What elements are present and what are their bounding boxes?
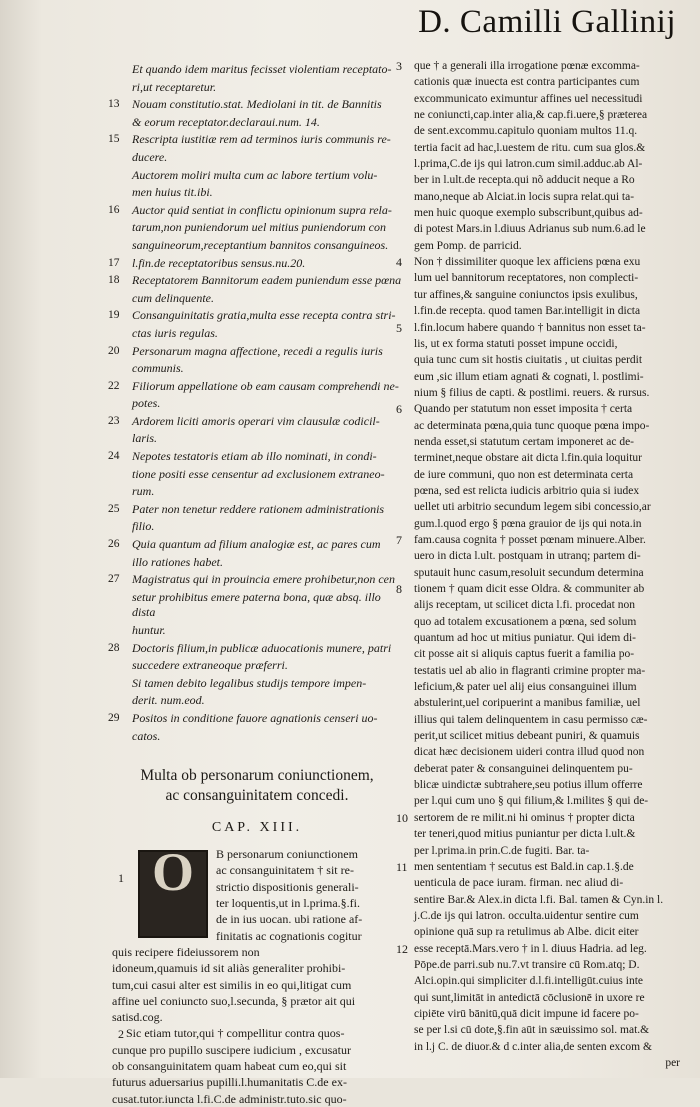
body-line xyxy=(414,123,680,139)
body-line-text: dicat hæc decisionem uideri contra illud quod non xyxy=(414,746,645,759)
margin-number: 6 xyxy=(396,402,402,417)
body-line-text: Alci.opin.qui simpliciter d.l.fi.intelligūt.cuius inte xyxy=(414,975,644,988)
body-line-text: quantum ad hoc ut mitius puniatur. Qui idem di- xyxy=(414,632,636,645)
index-text: men huius tit.ibi. xyxy=(132,185,213,200)
index-line xyxy=(112,62,402,78)
body-line-text: gum.l.quod ergo § pœna grauior de ijs qui nota.in xyxy=(414,517,642,530)
body-line: cusat.tutor.iuncta l.fi.C.de administr.tuto.sic quo- xyxy=(112,1091,347,1106)
index-text: Ardorem liciti amoris operari vim clausulæ codicil- xyxy=(132,413,380,428)
body-line-text: sertorem de re milit.ni hi ominus † propter dicta xyxy=(414,811,635,824)
body-line: Sic etiam tutor,qui † compellitur contra quos- xyxy=(126,1026,345,1041)
body-line-text: lum uel bannitorum receptatores, non complecti- xyxy=(414,272,639,285)
body-line-text: sentire Bar.& Alex.in dicta l.fi. Bal. tamen & Cyn.in l. xyxy=(414,893,664,906)
body-line xyxy=(414,1039,680,1055)
chapter-heading-line-1: Multa ob personarum coniunctionem, xyxy=(140,767,374,785)
body-line xyxy=(396,401,680,417)
body-line xyxy=(396,581,680,597)
index-text: cum delinquente. xyxy=(132,290,214,305)
body-line: finitatis ac cognationis cogitur xyxy=(216,928,362,943)
left-body-text xyxy=(112,842,402,1107)
body-line xyxy=(414,826,680,842)
index-text: Quia quantum ad filium analogiæ est, ac pares cum xyxy=(132,537,381,552)
body-line-text: in l.j C. de diuor.& d c.inter alia,de senten excom & xyxy=(414,1040,652,1053)
body-line xyxy=(414,499,680,515)
index-text: Consanguinitatis gratia,multa esse recepta contra stri- xyxy=(132,308,396,323)
body-line-text: ac determinata pœna,quia tunc quoque pœna impo- xyxy=(414,419,650,432)
index-text: tarum,non puniendorum uel mitius puniendorum con xyxy=(132,220,386,235)
body-line-text: ber in l.ult.de recepta.qui nõ adducit neque a Ro xyxy=(414,174,635,187)
index-line xyxy=(112,185,402,201)
index-line xyxy=(112,220,402,236)
body-line-text: abstulerint,uel coripuerint a manibus familiæ, uel xyxy=(414,697,641,710)
body-line: affine uel coniuncto suo,l.secunda, § prætor ait qui xyxy=(112,993,356,1008)
index-line xyxy=(112,467,402,483)
body-line-text: que † a generali illa irrogatione pœnæ excomma- xyxy=(414,60,640,72)
body-line xyxy=(396,58,680,74)
body-line xyxy=(414,1055,680,1071)
index-line xyxy=(108,273,402,289)
index-number: 22 xyxy=(108,379,120,392)
running-head: D. Camilli Gallinij xyxy=(418,4,676,40)
index-line xyxy=(112,519,402,535)
index-line xyxy=(108,255,402,272)
index-text: ducere. xyxy=(132,149,168,164)
index-line xyxy=(112,238,402,254)
body-line-text: excommunicato eximuntur affines uel necessitudi xyxy=(414,92,643,105)
body-line xyxy=(396,941,680,957)
body-line-text: uenticula de pace iuram. firman. nec aliud di- xyxy=(414,877,624,890)
margin-number: 3 xyxy=(396,59,402,73)
body-line xyxy=(414,483,680,499)
body-line-text: tur affines,& sanguine coniunctos ipsis exulibus, xyxy=(414,288,638,301)
body-line xyxy=(414,172,680,188)
index-text: setur prohibitus emere paterna bona, quæ absq. illo dista xyxy=(132,589,381,620)
body-line xyxy=(414,434,680,450)
body-line xyxy=(414,270,680,286)
index-text: Nouam constitutio.stat. Mediolani in tit. de Bannitis xyxy=(132,97,382,112)
index-number: 17 xyxy=(108,256,120,269)
body-line-text: eum ,sic illum etiam agnati & cognati, l. postlimi- xyxy=(414,370,644,383)
body-line-text: ter teneri,quod mitius puniantur per dicta l.ult.& xyxy=(414,828,636,841)
body-line xyxy=(414,663,680,679)
body-line xyxy=(414,418,680,434)
body-line-text: se per l.si cū dote,§.fin aūt in sæuissimo sol. mat.& xyxy=(414,1024,650,1037)
body-line xyxy=(414,761,680,777)
index-number: 16 xyxy=(108,203,120,216)
body-line-text: lis, ut ex forma statuti posset impune occidi, xyxy=(414,337,618,350)
body-line xyxy=(414,548,680,564)
body-line xyxy=(414,924,680,940)
body-line xyxy=(414,450,680,466)
body-line-text: deberat pater & consanguinei delinquentem pu- xyxy=(414,762,633,775)
index-line xyxy=(112,484,402,500)
index-line xyxy=(112,555,402,571)
chapter-heading-line-2: ac consanguinitatem concedi. xyxy=(165,787,349,805)
body-line xyxy=(414,303,680,319)
body-line xyxy=(414,467,680,483)
index-text: filio. xyxy=(132,519,155,534)
index-line xyxy=(108,202,402,219)
index-text: sanguineorum,receptantium bannitos consanguineos. xyxy=(132,237,389,252)
body-line xyxy=(414,189,680,205)
body-line xyxy=(414,205,680,221)
body-line xyxy=(414,908,680,924)
left-column xyxy=(108,62,402,1107)
body-line xyxy=(414,892,680,908)
drop-cap-initial xyxy=(138,842,208,938)
body-line xyxy=(396,810,680,826)
body-line-text: nium § filius de capti. & postlimi. reuers. & rursus. xyxy=(414,386,650,399)
body-line-text: cationis quæ inuecta est contra participantes cum xyxy=(414,76,640,89)
body-line-text: quo ad totalem excusationem a pœna, sed solum xyxy=(414,615,637,628)
body-line xyxy=(414,695,680,711)
margin-number: 1 xyxy=(118,871,124,886)
index-text: laris. xyxy=(132,431,158,446)
index-text: ctas iuris regulas. xyxy=(132,325,218,340)
body-line xyxy=(414,630,680,646)
body-line-text: gem Pomp. de parricid. xyxy=(414,239,522,252)
body-line-text: Quando per statutum non esset impositа † certa xyxy=(414,403,633,416)
margin-number: 11 xyxy=(396,859,408,874)
margin-number: 10 xyxy=(396,810,408,825)
body-line-text: leficium,& pater uel alij eius consanguinei illum xyxy=(414,681,637,694)
body-line: B personarum coniunctionem xyxy=(216,847,358,862)
body-line: futurus aduersarius pupilli.l.humanitatis C.de ex- xyxy=(112,1075,347,1090)
body-line-text: cipiēte virū bānitū,quā dicit impune id facere po- xyxy=(414,1007,639,1020)
body-line: ter loquentis,ut in l.prima.§.fi. xyxy=(216,896,360,911)
body-line xyxy=(396,859,680,875)
index-line xyxy=(112,326,402,342)
body-line: ob consanguinitatem quam habeat cum eo,qui sit xyxy=(112,1059,347,1074)
body-line-text: Non † dissimiliter quoque lex afficiens pœna exu xyxy=(414,256,641,269)
index-line xyxy=(112,729,402,745)
index-line xyxy=(112,291,402,307)
index-line xyxy=(108,97,402,113)
body-line: ac consanguinitatem † sit re- xyxy=(216,863,354,878)
body-line-text: men huic quoque exemplo subscribunt,quibus ad- xyxy=(414,207,643,220)
index-line xyxy=(112,396,402,412)
body-line xyxy=(414,156,680,172)
body-line xyxy=(396,320,680,336)
body-line-text: illius qui talem delinquentem in casu permisso cæ- xyxy=(414,713,648,726)
body-line-text: tionem † quam dicit esse Oldra. & communiter ab xyxy=(414,583,645,595)
body-line-text: fam.causa cognita † posset pœnam minuere.Alber. xyxy=(414,533,646,546)
index-number: 23 xyxy=(108,414,120,427)
right-column xyxy=(396,58,680,1071)
body-line xyxy=(414,336,680,352)
body-line-text: men sententiam † secutus est Bald.in cap.1.§.de xyxy=(414,860,634,873)
index-text: l.fin.de receptatoribus sensus.nu.20. xyxy=(132,255,306,270)
body-line xyxy=(414,74,680,90)
margin-number: 5 xyxy=(396,320,402,335)
index-line xyxy=(108,572,402,588)
body-line xyxy=(414,712,680,728)
margin-number: 2 xyxy=(118,1027,124,1042)
body-line-text: perit,ut scilicet mitius debeant puniri, & quamuis xyxy=(414,730,640,743)
index-text: huntur. xyxy=(132,623,166,637)
body-line-text: esse receptā.Mars.vero † in l. diuus Hadria. ad leg. xyxy=(414,942,647,955)
index-text: & eorum receptator.declaraui.num. 14. xyxy=(132,114,320,129)
index-text: communis. xyxy=(132,361,184,376)
body-line xyxy=(414,107,680,123)
index-text: Si tamen debito legalibus studijs tempore impen- xyxy=(132,675,367,690)
body-line: quis recipere fideiussorem non xyxy=(112,944,260,959)
index-line xyxy=(112,658,402,674)
right-body-lines xyxy=(396,58,680,1071)
index-text: Auctor quid sentiat in conflictu opinionum supra rela- xyxy=(132,202,392,217)
index-text: Doctoris filium,in publicæ aduocationis munere, patri xyxy=(132,640,392,655)
body-line-text: l.prima,C.de ijs qui latron.cum simil.adduc.ab Al- xyxy=(414,158,643,171)
body-line-text: sputauit hunc casum,resoluit secundum determina xyxy=(414,566,644,579)
body-line xyxy=(414,352,680,368)
index-text: Positos in conditione fauore agnationis censeri uo- xyxy=(132,710,378,725)
body-line xyxy=(414,565,680,581)
body-line-text: terminet,neque obstare ait dicta l.fin.quia loquitur xyxy=(414,452,643,465)
index-text: tione positi esse censentur ad exclusionem extraneo- xyxy=(132,466,385,481)
index-text: derit. num.eod. xyxy=(132,693,205,708)
margin-number: 4 xyxy=(396,255,402,270)
index-line xyxy=(108,343,402,360)
body-line xyxy=(414,843,680,859)
index-number: 24 xyxy=(108,450,120,463)
drop-cap-letter: O xyxy=(151,842,194,903)
index-text: rum. xyxy=(132,484,155,499)
body-line: idoneum,quamuis id sit aliàs generaliter prohibi- xyxy=(112,961,346,976)
body-line-text: tertia facit ad hac,l.uestem de ritu. cum sua glos.& xyxy=(414,141,646,154)
body-line xyxy=(414,287,680,303)
body-line xyxy=(414,614,680,630)
body-line-text: j.C.de ijs qui latron. occulta.uidentur sentire cum xyxy=(414,909,639,922)
index-line xyxy=(108,378,402,395)
index-line xyxy=(112,693,402,709)
body-line-text: per xyxy=(665,1056,680,1069)
index-line xyxy=(108,501,402,518)
index-text: Pater non tenetur reddere rationem administrationis xyxy=(132,501,385,516)
body-line-text: per l.prima.in prin.C.de fugiti. Bar. ta- xyxy=(414,844,590,857)
chapter-heading xyxy=(112,766,402,806)
body-line-text: cit posse ait si aliquis captus fuerit a familia po- xyxy=(414,648,635,661)
body-line xyxy=(414,728,680,744)
body-line: satisd.cog. xyxy=(112,1010,163,1025)
index-line xyxy=(112,590,402,621)
index-line xyxy=(112,623,402,639)
index-number: 13 xyxy=(108,98,120,111)
drop-cap-wrap xyxy=(138,842,208,938)
body-line xyxy=(414,91,680,107)
index-text: succedere extraneoque præferri. xyxy=(132,658,288,673)
index-number: 20 xyxy=(108,344,120,357)
index-line xyxy=(112,676,402,692)
index-text: Et quando idem maritus fecisset violentiam receptato- xyxy=(132,62,392,76)
index-line xyxy=(112,431,402,447)
index-line xyxy=(108,710,402,727)
index-text: illo rationes habet. xyxy=(132,554,223,569)
body-line xyxy=(414,744,680,760)
margin-number: 12 xyxy=(396,941,408,956)
body-line-text: qui sunt,limitāt in antedictā cōclusionē in uxore re xyxy=(414,991,645,1004)
index-text: Personarum magna affectione, recedi a regulis iuris xyxy=(132,343,383,358)
body-line-text: nenda esset,si statutum certam imponeret ac de- xyxy=(414,435,635,448)
body-line xyxy=(414,1006,680,1022)
body-line-text: opinione quā sup ra retulimus ab Albe. dicit eiter xyxy=(414,926,639,939)
body-line xyxy=(414,221,680,237)
body-line-text: per l.qui cum uno § qui filium,& l.milites § qui de- xyxy=(414,795,649,808)
body-line xyxy=(414,369,680,385)
index-line xyxy=(108,308,402,324)
body-line xyxy=(414,793,680,809)
index-line xyxy=(112,168,402,184)
body-line: strictio dispositionis generali- xyxy=(216,879,359,894)
body-line-text: de sent.excommu.capitulo quoniam multos 11.q. xyxy=(414,125,638,138)
margin-number: 8 xyxy=(396,582,402,596)
index-line xyxy=(108,449,402,465)
index-text: Auctorem moliri multa cum ac labore tertium volu- xyxy=(132,167,378,182)
index-line xyxy=(108,132,402,148)
body-line xyxy=(414,1022,680,1038)
body-line-text: quia tunc cum sit hostis ciuitatis , ut ciuitas perdit xyxy=(414,354,643,367)
index-line xyxy=(112,115,402,131)
index-number: 15 xyxy=(108,133,120,146)
index-number: 25 xyxy=(108,502,120,515)
index-number: 27 xyxy=(108,573,120,586)
body-line xyxy=(414,597,680,613)
index-text: Receptatorem Bannitorum eadem puniendum esse pœna xyxy=(132,273,402,288)
summary-index xyxy=(108,62,402,744)
index-line xyxy=(112,80,402,96)
index-text: potes. xyxy=(132,396,161,411)
body-line-text: blicæ uindictæ subtrahere,seu potius illum offerre xyxy=(414,779,643,792)
body-line-text: l.fin.de recepta. quod tamen Bar.intelligit in dicta xyxy=(414,305,641,318)
index-line xyxy=(112,150,402,166)
index-text: Magistratus qui in prouincia emere prohibetur,non cen xyxy=(132,572,395,587)
body-line-text: Pōpe.de parri.sub nu.7.vt transire cū Rom.atq; D. xyxy=(414,958,640,971)
body-line-text: l.fin.locum habere quando † bannitus non esset ta- xyxy=(414,321,646,334)
body-line xyxy=(414,238,680,254)
index-number: 18 xyxy=(108,274,120,287)
index-text: ri,ut receptaretur. xyxy=(132,79,217,94)
index-text: Rescripta iustitiæ rem ad terminos iuris communis re- xyxy=(132,132,391,147)
index-line xyxy=(108,413,402,430)
chapter-label: CAP. XIII. xyxy=(211,820,303,836)
index-number: 26 xyxy=(108,538,120,551)
body-line xyxy=(414,679,680,695)
body-line xyxy=(396,254,680,270)
body-line-text: pœna, sed est relicta iudicis arbitrio quia si iudex xyxy=(414,484,640,497)
body-line xyxy=(414,516,680,532)
index-text: catos. xyxy=(132,728,161,743)
body-line-text: ne coniuncti,cap.inter alia,& cap.fi.uere,§ præterea xyxy=(414,109,648,122)
index-line xyxy=(108,640,402,657)
body-line-text: uero in dicta l.ult. postquam in utranq; partem di- xyxy=(414,550,641,563)
body-line xyxy=(414,385,680,401)
body-line xyxy=(414,140,680,156)
index-number: 19 xyxy=(108,309,120,322)
body-line-text: mano,neque ab Alciat.in locis supra relat.qui ta- xyxy=(414,190,635,203)
body-line xyxy=(414,990,680,1006)
body-line-text: testatis uel ab alio in flagranti crimine propter ma- xyxy=(414,664,646,677)
body-line xyxy=(414,777,680,793)
body-line xyxy=(414,646,680,662)
index-number: 29 xyxy=(108,711,120,724)
margin-number: 7 xyxy=(396,532,402,547)
body-line xyxy=(414,875,680,891)
index-number: 28 xyxy=(108,641,120,654)
body-line xyxy=(414,957,680,973)
body-line: de in ius uocan. ubi ratione af- xyxy=(216,912,363,927)
index-line xyxy=(112,361,402,377)
body-line xyxy=(396,532,680,548)
body-line: tum,cui casui alter est similis in eo qui,litigat cum xyxy=(112,977,352,992)
body-line-text: alijs receptam, ut scilicet dicta l.fi. procedat non xyxy=(414,599,635,612)
index-line xyxy=(108,537,402,553)
body-line: cunque pro pupillo suscipere iudicium , excusatur xyxy=(112,1042,351,1057)
body-line-text: di potest Mars.in l.diuus Adrianus sub num.6.ad le xyxy=(414,223,646,236)
index-text: Nepotes testatoris etiam ab illo nominati, in condi- xyxy=(132,449,377,464)
body-line xyxy=(414,973,680,989)
index-text: Filiorum appellatione ob eam causam comprehendi ne- xyxy=(132,378,399,393)
body-line-text: de iure communi, quo non est determinata certa xyxy=(414,468,634,481)
body-line-text: uellet uti arbitrio secundum legem sibi concessio,ar xyxy=(414,501,651,514)
